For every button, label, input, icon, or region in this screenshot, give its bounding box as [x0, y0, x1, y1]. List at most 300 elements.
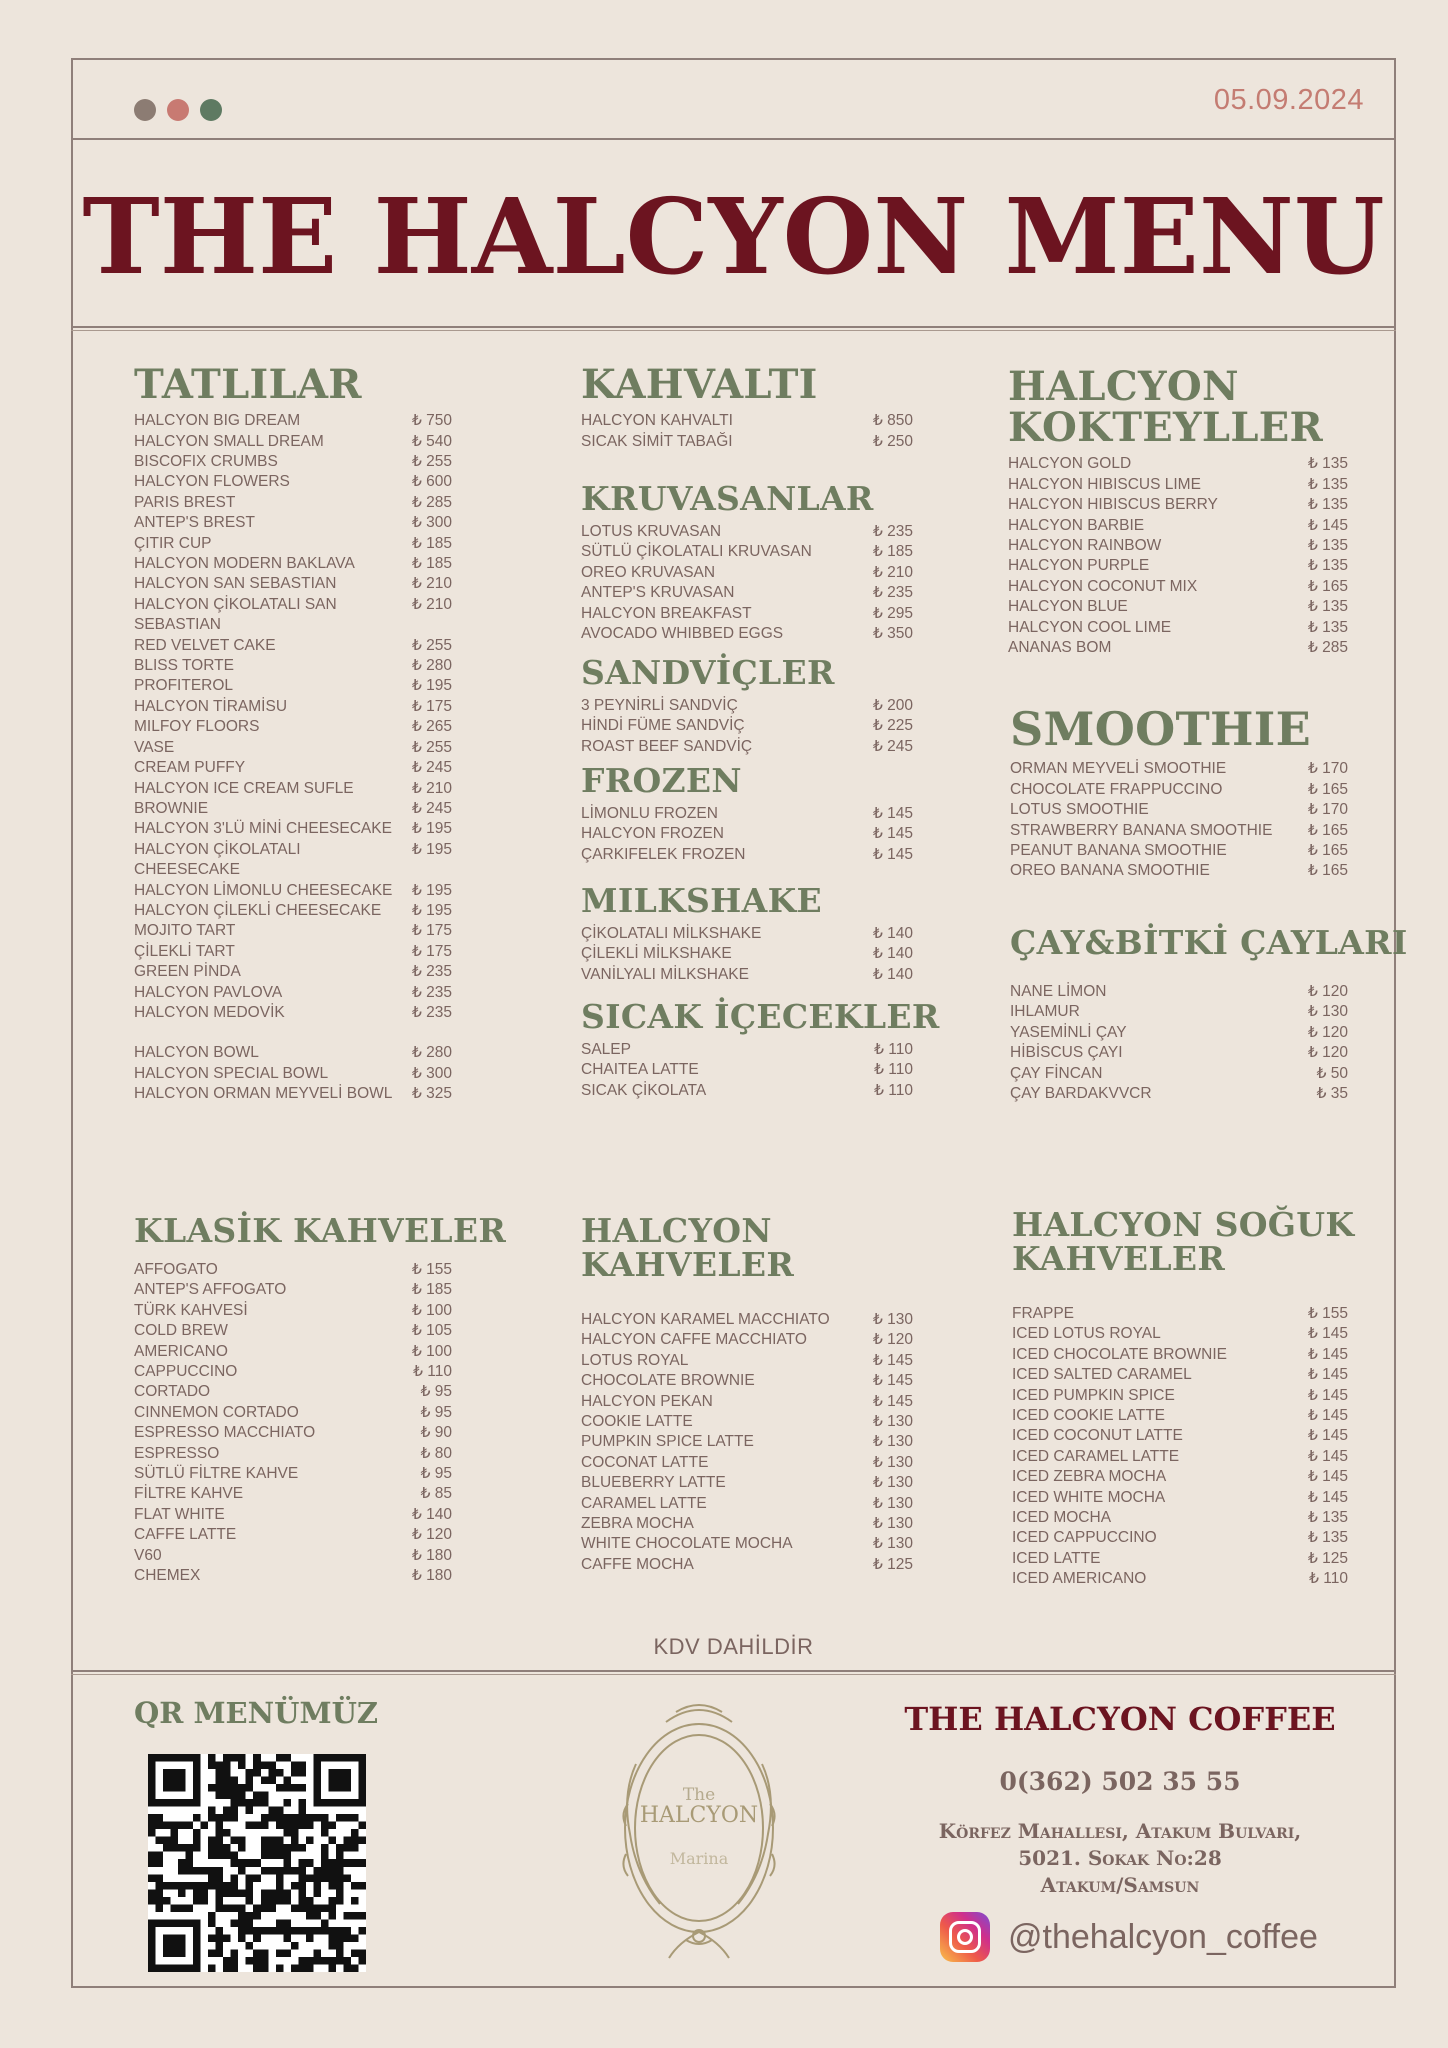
menu-item [134, 1382, 452, 1402]
item-price: ₺ 165 [1307, 821, 1348, 839]
menu-item [581, 1310, 913, 1330]
window-dots [134, 99, 222, 121]
menu-item [134, 962, 452, 982]
item-name: HALCYON COOL LIME [1008, 618, 1172, 636]
item-price: ₺ 120 [1307, 982, 1348, 1000]
item-price: ₺ 120 [872, 1331, 913, 1349]
item-name: COLD BREW [134, 1322, 228, 1340]
menu-item [1010, 759, 1348, 779]
item-name: HALCYON BREAKFAST [581, 604, 752, 622]
item-price: ₺ 285 [1307, 639, 1348, 657]
item-price: ₺ 145 [872, 804, 913, 822]
item-price: ₺ 145 [872, 1351, 913, 1369]
menu-item [134, 554, 452, 574]
spacer [134, 1023, 452, 1043]
menu-item [1010, 780, 1348, 800]
item-price: ₺ 170 [1307, 760, 1348, 778]
item-name: HALCYON SMALL DREAM [134, 432, 324, 450]
item-price: ₺ 540 [411, 432, 452, 450]
menu-item [134, 881, 452, 901]
item-name: ICED LATTE [1012, 1549, 1101, 1567]
item-name: V60 [134, 1546, 162, 1564]
item-name: HALCYON SPECIAL BOWL [134, 1064, 329, 1082]
item-name: ICED COOKIE LATTE [1012, 1407, 1166, 1424]
address-line-2: 5021. Sokak No:28 [1018, 1846, 1222, 1870]
item-name: YASEMİNLİ ÇAY [1010, 1023, 1127, 1041]
section-title: SICAK İÇECEKLER [581, 997, 940, 1036]
item-price: ₺ 135 [1307, 618, 1348, 636]
item-price: ₺ 245 [872, 737, 913, 755]
item-name: ANTEP'S BREST [134, 514, 255, 532]
item-name: CAFFE MOCHA [581, 1555, 694, 1573]
item-price: ₺ 145 [1307, 1386, 1348, 1404]
menu-item [134, 1362, 452, 1382]
item-name: HALCYON FROZEN [581, 825, 724, 843]
dot-green [200, 99, 222, 121]
item-price: ₺ 130 [872, 1535, 913, 1553]
item-price: ₺ 130 [872, 1474, 913, 1492]
section-halcyon-kahveler [581, 1211, 913, 1575]
menu-item [1012, 1426, 1348, 1446]
section-title: SANDVİÇLER [581, 653, 835, 692]
item-name: MILFOY FLOORS [134, 718, 260, 736]
item-name: AMERICANO [134, 1342, 228, 1360]
item-name: IHLAMUR [1010, 1003, 1080, 1021]
item-name: ICED ZEBRA MOCHA [1012, 1468, 1167, 1486]
item-name: LOTUS SMOOTHIE [1010, 801, 1149, 819]
item-price: ₺ 185 [872, 543, 913, 561]
address [880, 1818, 1360, 1899]
menu-item [134, 1403, 452, 1423]
item-name: HALCYON BIG DREAM [134, 412, 301, 430]
menu-item [581, 716, 913, 736]
item-price: ₺ 145 [1307, 1488, 1348, 1506]
item-price: ₺ 235 [411, 983, 452, 1001]
halcyon-emblem [606, 1694, 792, 1972]
item-price: ₺ 750 [411, 412, 452, 430]
item-name: HALCYON BOWL [134, 1044, 259, 1062]
item-price: ₺ 110 [874, 1061, 913, 1079]
item-name: OREO BANANA SMOOTHIE [1010, 862, 1210, 880]
section-title: HALCYON KAHVELER [581, 1211, 795, 1284]
item-name: PUMPKIN SPICE LATTE [581, 1433, 754, 1451]
menu-item [1010, 1084, 1348, 1104]
menu-item [581, 583, 913, 603]
item-price: ₺ 265 [411, 718, 452, 736]
section-title: HALCYON KOKTEYLLER [1008, 363, 1324, 452]
item-name: ICED AMERICANO [1012, 1570, 1147, 1588]
section-title: HALCYON SOĞUK KAHVELER [1012, 1205, 1355, 1278]
menu-item [134, 452, 452, 472]
item-price: ₺ 130 [872, 1433, 913, 1451]
item-name: ÇAY FİNCAN [1010, 1064, 1103, 1082]
item-price: ₺ 100 [411, 1342, 452, 1360]
item-price: ₺ 90 [420, 1424, 452, 1442]
item-price: ₺ 145 [1307, 1345, 1348, 1363]
item-price: ₺ 165 [1307, 577, 1348, 595]
item-price: ₺ 255 [411, 636, 452, 654]
menu-item [1010, 1043, 1348, 1063]
menu-item [581, 965, 913, 985]
item-name: ANTEP'S AFFOGATO [134, 1281, 287, 1299]
item-price: ₺ 85 [420, 1485, 452, 1503]
menu-item [134, 819, 452, 839]
menu-item [1008, 638, 1348, 658]
item-name: HALCYON HIBISCUS BERRY [1008, 496, 1218, 514]
item-name: HALCYON KAHVALTI [581, 412, 733, 430]
menu-item [134, 1484, 452, 1504]
item-price: ₺ 155 [411, 1260, 452, 1278]
menu-item [134, 1423, 452, 1443]
section-title: KRUVASANLAR [581, 479, 874, 518]
menu-item [581, 1412, 913, 1432]
item-name: HALCYON CAFFE MACCHIATO [581, 1331, 807, 1349]
item-price: ₺ 140 [872, 965, 913, 983]
item-name: LOTUS KRUVASAN [581, 522, 722, 540]
menu-item [134, 717, 452, 737]
item-price: ₺ 245 [411, 759, 452, 777]
qr-title: QR MENÜMÜZ [134, 1696, 379, 1730]
menu-item [134, 595, 452, 636]
item-name: CHAITEA LATTE [581, 1061, 699, 1079]
menu-item [1012, 1488, 1348, 1508]
menu-item [581, 696, 913, 716]
item-price: ₺ 350 [872, 625, 913, 643]
item-price: ₺ 300 [411, 1064, 452, 1082]
item-price: ₺ 145 [1307, 516, 1348, 534]
menu-item [134, 411, 452, 431]
menu-item [1012, 1569, 1348, 1589]
item-name: AVOCADO WHIBBED EGGS [581, 625, 784, 643]
menu-item [1010, 1064, 1348, 1084]
item-price: ₺ 130 [872, 1494, 913, 1512]
menu-item [134, 901, 452, 921]
item-name: NANE LİMON [1010, 982, 1107, 1000]
menu-item [134, 534, 452, 554]
menu-item [134, 1321, 452, 1341]
menu-item [134, 1260, 452, 1280]
item-price: ₺ 225 [872, 717, 913, 735]
item-price: ₺ 185 [411, 555, 452, 573]
section-soguk-kahveler [1012, 1205, 1355, 1590]
item-name: 3 PEYNİRLİ SANDVİÇ [581, 696, 738, 714]
item-name: ÇİLEKLİ TART [134, 942, 235, 960]
section-smoothie [1010, 702, 1348, 882]
item-price: ₺ 600 [411, 473, 452, 491]
item-name: SÜTLÜ ÇİKOLATALI KRUVASAN [581, 543, 812, 561]
dot-rose [167, 99, 189, 121]
brand-name: THE HALCYON COFFEE [904, 1700, 1336, 1738]
item-name: CAFFE LATTE [134, 1526, 237, 1544]
item-name: COCONAT LATTE [581, 1453, 709, 1471]
item-price: ₺ 175 [411, 922, 452, 940]
menu-item [134, 840, 452, 881]
address-line-1: Körfez Mahallesi, Atakum Bulvari, [938, 1819, 1302, 1843]
menu-item [134, 1064, 452, 1084]
menu-item [1012, 1467, 1348, 1487]
item-name: ICED CAPPUCCINO [1012, 1529, 1157, 1547]
item-name: HALCYON MODERN BAKLAVA [134, 555, 355, 573]
menu-item [134, 656, 452, 676]
menu-item [134, 738, 452, 758]
item-price: ₺ 210 [872, 563, 913, 581]
section-title: MILKSHAKE [581, 881, 822, 920]
item-name: ANTEP'S KRUVASAN [581, 584, 735, 602]
item-price: ₺ 100 [411, 1301, 452, 1319]
item-price: ₺ 850 [872, 412, 913, 430]
item-name: ICED CHOCOLATE BROWNIE [1012, 1345, 1228, 1363]
item-name: ÇITIR CUP [134, 534, 212, 552]
item-price: ₺ 255 [411, 453, 452, 470]
item-price: ₺ 110 [874, 1081, 913, 1099]
item-name: AFFOGATO [134, 1260, 218, 1278]
item-name: ÇİLEKLİ MİLKSHAKE [581, 945, 732, 963]
item-price: ₺ 255 [411, 738, 452, 756]
item-name: CORTADO [134, 1383, 211, 1401]
section-tatlilar [134, 361, 452, 1105]
item-name: HALCYON 3'LÜ MİNİ CHEESECAKE [134, 820, 392, 838]
item-name: VANİLYALI MİLKSHAKE [581, 965, 749, 983]
item-price: ₺ 95 [420, 1403, 452, 1421]
item-name: FİLTRE KAHVE [134, 1485, 244, 1503]
item-name: STRAWBERRY BANANA SMOOTHIE [1010, 821, 1273, 839]
item-price: ₺ 135 [1307, 496, 1348, 514]
item-name: HALCYON GOLD [1008, 455, 1132, 473]
section-kokteyller [1008, 363, 1348, 658]
item-name: ÇAY BARDAKVVCR [1010, 1085, 1152, 1103]
item-name: CHOCOLATE FRAPPUCCINO [1010, 780, 1223, 798]
menu-item [134, 1566, 452, 1586]
item-name: ÇİKOLATALI MİLKSHAKE [581, 924, 762, 942]
emblem-text-top: The [682, 1785, 716, 1805]
menu-item [1010, 821, 1348, 841]
item-price: ₺ 185 [411, 1281, 452, 1299]
item-name: HALCYON COCONUT MIX [1008, 577, 1198, 595]
item-name: ROAST BEEF SANDVİÇ [581, 737, 753, 755]
item-price: ₺ 140 [872, 945, 913, 963]
menu-item [1008, 556, 1348, 576]
menu-item [134, 1546, 452, 1566]
menu-item [581, 824, 913, 844]
menu-item [134, 1444, 452, 1464]
item-price: ₺ 125 [1307, 1549, 1348, 1567]
item-name: BLISS TORTE [134, 657, 234, 675]
menu-item [134, 1342, 452, 1362]
item-price: ₺ 135 [1307, 598, 1348, 616]
menu-item [581, 604, 913, 624]
menu-item [1010, 861, 1348, 881]
item-price: ₺ 35 [1316, 1085, 1348, 1103]
item-price: ₺ 130 [1307, 1003, 1348, 1021]
emblem-text-main: HALCYON [639, 1803, 759, 1828]
menu-item [581, 1514, 913, 1534]
menu-item [1008, 577, 1348, 597]
item-name: ICED CARAMEL LATTE [1012, 1447, 1180, 1465]
instagram-link[interactable] [940, 1912, 1318, 1962]
menu-item [581, 1351, 913, 1371]
menu-item [134, 636, 452, 656]
item-price: ₺ 95 [420, 1383, 452, 1401]
menu-item [1012, 1508, 1348, 1528]
item-price: ₺ 235 [411, 1003, 452, 1021]
item-price: ₺ 145 [872, 845, 913, 863]
menu-item [134, 1464, 452, 1484]
section-milkshake [581, 881, 913, 985]
item-name: HALCYON PEKAN [581, 1392, 713, 1410]
item-price: ₺ 155 [1307, 1304, 1348, 1322]
menu-item [1008, 475, 1348, 495]
item-name: LİMONLU FROZEN [581, 804, 718, 822]
item-price: ₺ 120 [1307, 1044, 1348, 1062]
item-price: ₺ 130 [872, 1453, 913, 1471]
item-price: ₺ 280 [411, 657, 452, 675]
item-price: ₺ 140 [411, 1505, 452, 1523]
menu-item [1012, 1386, 1348, 1406]
item-price: ₺ 135 [1307, 455, 1348, 473]
item-name: ICED SALTED CARAMEL [1012, 1366, 1192, 1384]
section-title: ÇAY&BİTKİ ÇAYLARI [1010, 923, 1408, 962]
item-name: PROFITEROL [134, 677, 234, 695]
menu-item [134, 1043, 452, 1063]
section-frozen [581, 761, 913, 865]
menu-item [134, 942, 452, 962]
menu-item [1010, 982, 1348, 1002]
item-name: HALCYON ÇİKOLATALI CHEESECAKE [134, 840, 301, 879]
menu-item [1012, 1549, 1348, 1569]
item-price: ₺ 180 [411, 1567, 452, 1585]
item-name: HİBİSCUS ÇAYI [1010, 1044, 1123, 1062]
item-price: ₺ 145 [1307, 1407, 1348, 1424]
item-name: HALCYON ICE CREAM SUFLE [134, 779, 354, 797]
item-price: ₺ 165 [1307, 842, 1348, 859]
menu-item [1012, 1304, 1348, 1324]
item-name: HİNDİ FÜME SANDVİÇ [581, 717, 745, 735]
section-title: TATLILAR [134, 361, 362, 408]
menu-item [134, 432, 452, 452]
menu-item [134, 574, 452, 594]
menu-item [581, 1473, 913, 1493]
item-name: CAPPUCCINO [134, 1363, 238, 1381]
menu-item [134, 779, 452, 799]
section-kahvalti [581, 361, 913, 452]
section-kruvasanlar [581, 479, 913, 644]
item-price: ₺ 325 [411, 1085, 452, 1103]
item-price: ₺ 110 [874, 1040, 913, 1058]
qr-code[interactable] [148, 1754, 366, 1972]
menu-item [581, 542, 913, 562]
item-name: ZEBRA MOCHA [581, 1515, 694, 1533]
menu-item [134, 1084, 452, 1104]
item-name: FRAPPE [1012, 1304, 1075, 1322]
menu-item [581, 1392, 913, 1412]
item-name: LOTUS ROYAL [581, 1351, 689, 1369]
item-name: FLAT WHITE [134, 1505, 225, 1523]
section-cay [1010, 923, 1408, 1104]
item-price: ₺ 195 [411, 677, 452, 695]
item-name: CARAMEL LATTE [581, 1494, 707, 1512]
item-price: ₺ 245 [411, 799, 452, 817]
menu-item [1008, 495, 1348, 515]
menu-item [134, 472, 452, 492]
item-price: ₺ 235 [872, 522, 913, 540]
menu-item [581, 1534, 913, 1554]
item-name: PEANUT BANANA SMOOTHIE [1010, 842, 1227, 859]
menu-item [1008, 618, 1348, 638]
item-price: ₺ 165 [1307, 862, 1348, 880]
item-name: SÜTLÜ FİLTRE KAHVE [134, 1465, 299, 1483]
item-price: ₺ 195 [411, 881, 452, 899]
item-name: HALCYON PURPLE [1008, 557, 1150, 575]
menu-item [581, 944, 913, 964]
item-price: ₺ 235 [411, 963, 452, 981]
item-price: ₺ 175 [411, 697, 452, 715]
menu-item [1010, 1002, 1348, 1022]
item-price: ₺ 195 [411, 840, 452, 858]
instagram-handle[interactable]: @thehalcyon_coffee [1008, 1917, 1318, 1956]
item-name: HALCYON BARBIE [1008, 516, 1145, 534]
item-name: HALCYON SAN SEBASTIAN [134, 575, 337, 593]
item-price: ₺ 135 [1307, 475, 1348, 493]
menu-item [134, 697, 452, 717]
menu-item [1008, 516, 1348, 536]
menu-item [134, 1525, 452, 1545]
item-price: ₺ 125 [872, 1555, 913, 1573]
item-name: HALCYON RAINBOW [1008, 537, 1162, 554]
item-price: ₺ 180 [411, 1546, 452, 1564]
item-name: HALCYON ÇİKOLATALI SAN SEBASTIAN [134, 595, 337, 634]
menu-item [134, 1301, 452, 1321]
menu-item [581, 1060, 913, 1080]
menu-item [581, 624, 913, 644]
item-price: ₺ 120 [411, 1526, 452, 1544]
menu-item [581, 1494, 913, 1514]
item-name: HALCYON FLOWERS [134, 473, 290, 491]
item-price: ₺ 285 [411, 493, 452, 511]
item-price: ₺ 50 [1316, 1064, 1348, 1082]
item-name: ESPRESSO [134, 1444, 220, 1462]
section-title: KAHVALTI [581, 361, 818, 408]
item-name: CINNEMON CORTADO [134, 1403, 299, 1421]
item-price: ₺ 145 [872, 1372, 913, 1390]
section-title: SMOOTHIE [1010, 702, 1311, 756]
item-name: PARIS BREST [134, 493, 236, 511]
phone-number[interactable]: 0(362) 502 35 55 [999, 1767, 1241, 1796]
menu-item [134, 921, 452, 941]
menu-item [581, 1555, 913, 1575]
item-price: ₺ 135 [1307, 537, 1348, 554]
item-name: BLUEBERRY LATTE [581, 1474, 726, 1492]
item-price: ₺ 95 [420, 1465, 452, 1483]
item-price: ₺ 295 [872, 604, 913, 622]
item-price: ₺ 140 [872, 924, 913, 942]
menu-item [134, 513, 452, 533]
item-name: HALCYON ÇİLEKLİ CHEESECAKE [134, 901, 382, 919]
item-name: HALCYON BLUE [1008, 598, 1128, 616]
menu-item [581, 522, 913, 542]
item-name: HALCYON KARAMEL MACCHIATO [581, 1310, 830, 1328]
menu-item [581, 432, 913, 452]
item-name: ICED LOTUS ROYAL [1012, 1325, 1161, 1343]
menu-item [1008, 536, 1348, 556]
item-price: ₺ 195 [411, 820, 452, 838]
menu-item [134, 983, 452, 1003]
item-name: COOKIE LATTE [581, 1413, 693, 1430]
dot-grey [134, 99, 156, 121]
menu-item [581, 737, 913, 757]
item-name: TÜRK KAHVESİ [134, 1301, 248, 1319]
menu-item [1012, 1345, 1348, 1365]
item-name: SICAK ÇİKOLATA [581, 1081, 707, 1099]
